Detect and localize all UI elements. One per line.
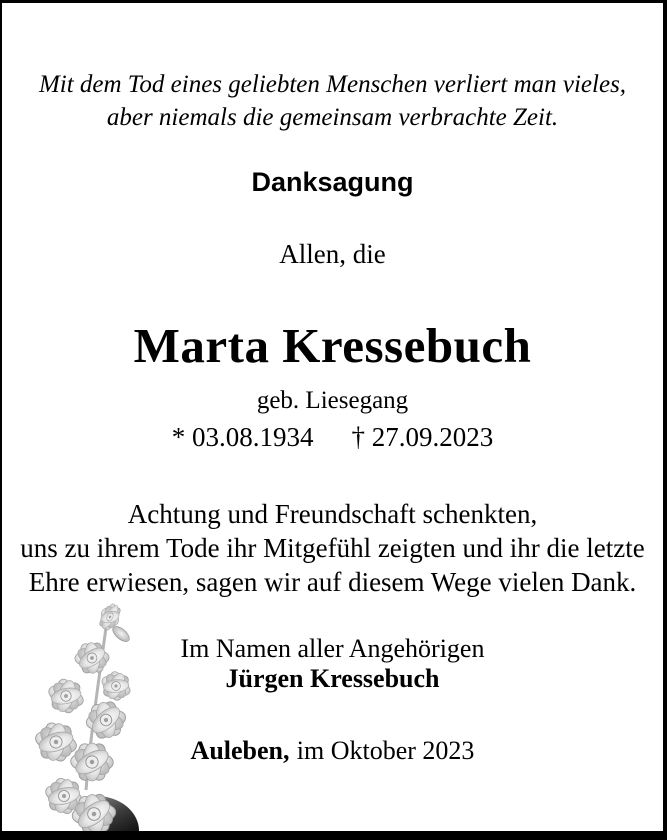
epigraph (2, 68, 663, 134)
birth-date: * 03.08.1934 (171, 422, 314, 452)
salutation: Allen, die (279, 239, 386, 269)
body-line-2: uns zu ihrem Tode ihr Mitgefühl zeigten und ihr die letzte (20, 533, 645, 563)
signature-name: Jürgen Kressebuch (225, 664, 440, 693)
body-line-3: Ehre erwiesen, sagen wir auf diesem Wege vielen Dank. (28, 567, 637, 597)
maiden-name: geb. Liesegang (256, 387, 409, 414)
body-line-1: Achtung und Freundschaft schenkten, (127, 499, 538, 529)
gladiolus-flower-icon (26, 600, 152, 839)
date-text: im Oktober 2023 (296, 736, 475, 765)
epigraph-line-1: Mit dem Tod eines geliebten Menschen verliert man vieles, (38, 71, 627, 98)
epigraph-line-2: aber niemals die gemeinsam verbrachte Zeit. (106, 104, 559, 131)
deceased-name: Marta Kressebuch (133, 318, 532, 373)
notice-heading: Danksagung (251, 167, 414, 197)
life-dates (2, 422, 663, 453)
death-date: † 27.09.2023 (351, 422, 494, 452)
thank-you-text (2, 497, 663, 599)
closing-line: Im Namen aller Angehörigen (180, 634, 485, 663)
place-name: Auleben, (190, 736, 290, 765)
